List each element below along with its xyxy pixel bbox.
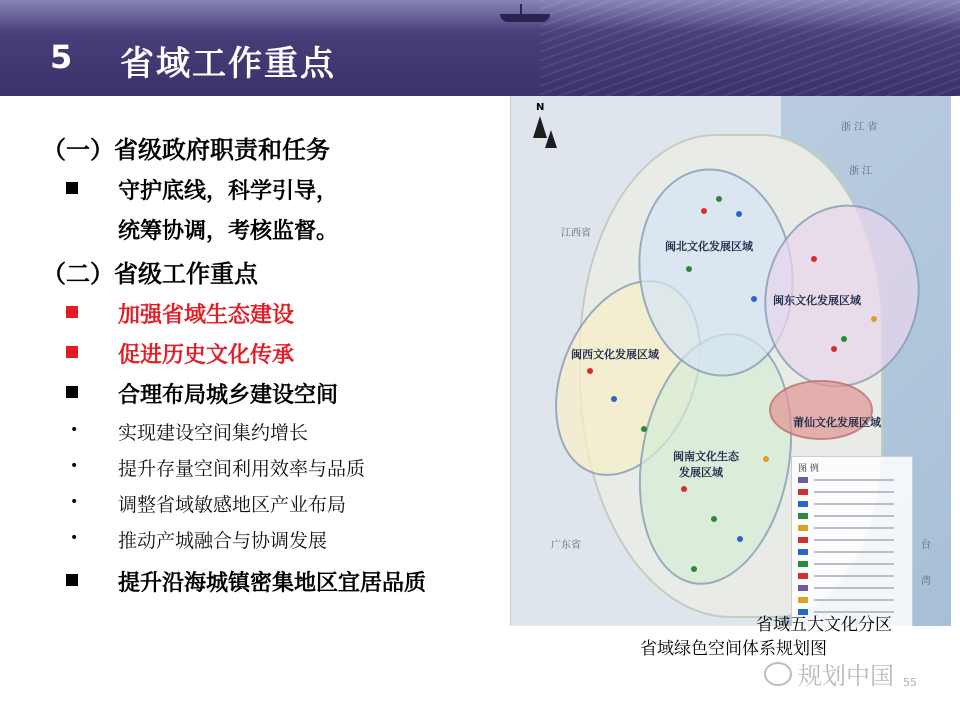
focus-item-coastal: 提升沿海城镇密集地区宜居品质 bbox=[118, 571, 427, 596]
province-label-jiangxi: 江西省 bbox=[561, 228, 591, 239]
map-point bbox=[611, 396, 617, 402]
taiwan-label-2: 湾 bbox=[921, 576, 931, 587]
page-title: 省域工作重点 bbox=[120, 44, 336, 84]
page-number: 55 bbox=[903, 676, 917, 689]
map-point bbox=[871, 316, 877, 322]
cultural-zones-map bbox=[510, 96, 951, 626]
focus-item-heritage: 促进历史文化传承 bbox=[118, 343, 295, 368]
title-banner bbox=[0, 0, 960, 96]
province-label-guangdong: 广东省 bbox=[551, 540, 581, 551]
banner-texture bbox=[540, 0, 960, 96]
map-point bbox=[751, 296, 757, 302]
duty-line-1: 守护底线，科学引导， bbox=[118, 179, 339, 204]
province-label-zhejiang: 浙 江 省 bbox=[841, 122, 878, 133]
zone-label-west: 闽西文化发展区域 bbox=[571, 348, 659, 361]
legend-title: 图 例 bbox=[798, 464, 819, 474]
map-point bbox=[701, 208, 707, 214]
map-point bbox=[691, 566, 697, 572]
dot-bullet-icon: • bbox=[70, 494, 79, 510]
map-point bbox=[841, 336, 847, 342]
map-point bbox=[711, 516, 717, 522]
zone-label-north: 闽北文化发展区域 bbox=[665, 240, 753, 253]
focus-item-layout: 合理布局城乡建设空间 bbox=[118, 383, 339, 408]
dot-bullet-icon: • bbox=[70, 422, 79, 438]
plan-caption: 省域绿色空间体系规划图 bbox=[640, 639, 827, 659]
map-caption: 省域五大文化分区 bbox=[756, 615, 892, 635]
section-heading-1: （一）省级政府职责和任务 bbox=[42, 136, 330, 164]
map-legend bbox=[791, 456, 913, 626]
zone-putian bbox=[769, 380, 873, 440]
dot-bullet-icon: • bbox=[70, 458, 79, 474]
map-point bbox=[641, 426, 647, 432]
zone-label-south-1: 闽南文化生态 bbox=[673, 450, 739, 463]
map-point bbox=[736, 211, 742, 217]
north-label: N bbox=[536, 102, 545, 113]
map-point bbox=[737, 536, 743, 542]
sub-item: 提升存量空间利用效率与品质 bbox=[118, 458, 366, 480]
focus-item-ecology: 加强省域生态建设 bbox=[118, 303, 295, 328]
zone-label-putian: 莆仙文化发展区域 bbox=[793, 416, 881, 429]
map-point bbox=[716, 196, 722, 202]
zone-label-south-2: 发展区域 bbox=[679, 466, 723, 479]
map-point bbox=[587, 368, 593, 374]
boat-silhouette bbox=[500, 14, 550, 22]
square-bullet-icon bbox=[66, 386, 78, 398]
sub-item: 调整省域敏感地区产业布局 bbox=[118, 494, 347, 516]
square-bullet-icon bbox=[66, 574, 78, 586]
duty-line-2: 统筹协调，考核监督。 bbox=[118, 219, 339, 244]
map-point bbox=[681, 486, 687, 492]
section-heading-2: （二）省级工作重点 bbox=[42, 260, 258, 288]
outline-content bbox=[0, 96, 510, 696]
watermark-text: 规划中国 bbox=[798, 662, 894, 690]
square-bullet-icon bbox=[66, 306, 78, 318]
map-point bbox=[831, 346, 837, 352]
sub-item: 推动产城融合与协调发展 bbox=[118, 530, 328, 552]
dot-bullet-icon: • bbox=[70, 530, 79, 546]
map-point bbox=[686, 266, 692, 272]
map-point bbox=[811, 256, 817, 262]
north-arrow-icon bbox=[545, 130, 557, 148]
taiwan-label-1: 台 bbox=[921, 540, 931, 551]
section-number: 5 bbox=[50, 38, 73, 76]
zone-label-east: 闽东文化发展区域 bbox=[773, 294, 861, 307]
square-bullet-icon bbox=[66, 182, 78, 194]
map-point bbox=[763, 456, 769, 462]
sub-item: 实现建设空间集约增长 bbox=[118, 422, 309, 444]
wechat-icon bbox=[764, 662, 792, 686]
province-label-zhejiang-2: 浙 江 bbox=[849, 166, 873, 177]
square-bullet-icon bbox=[66, 346, 78, 358]
